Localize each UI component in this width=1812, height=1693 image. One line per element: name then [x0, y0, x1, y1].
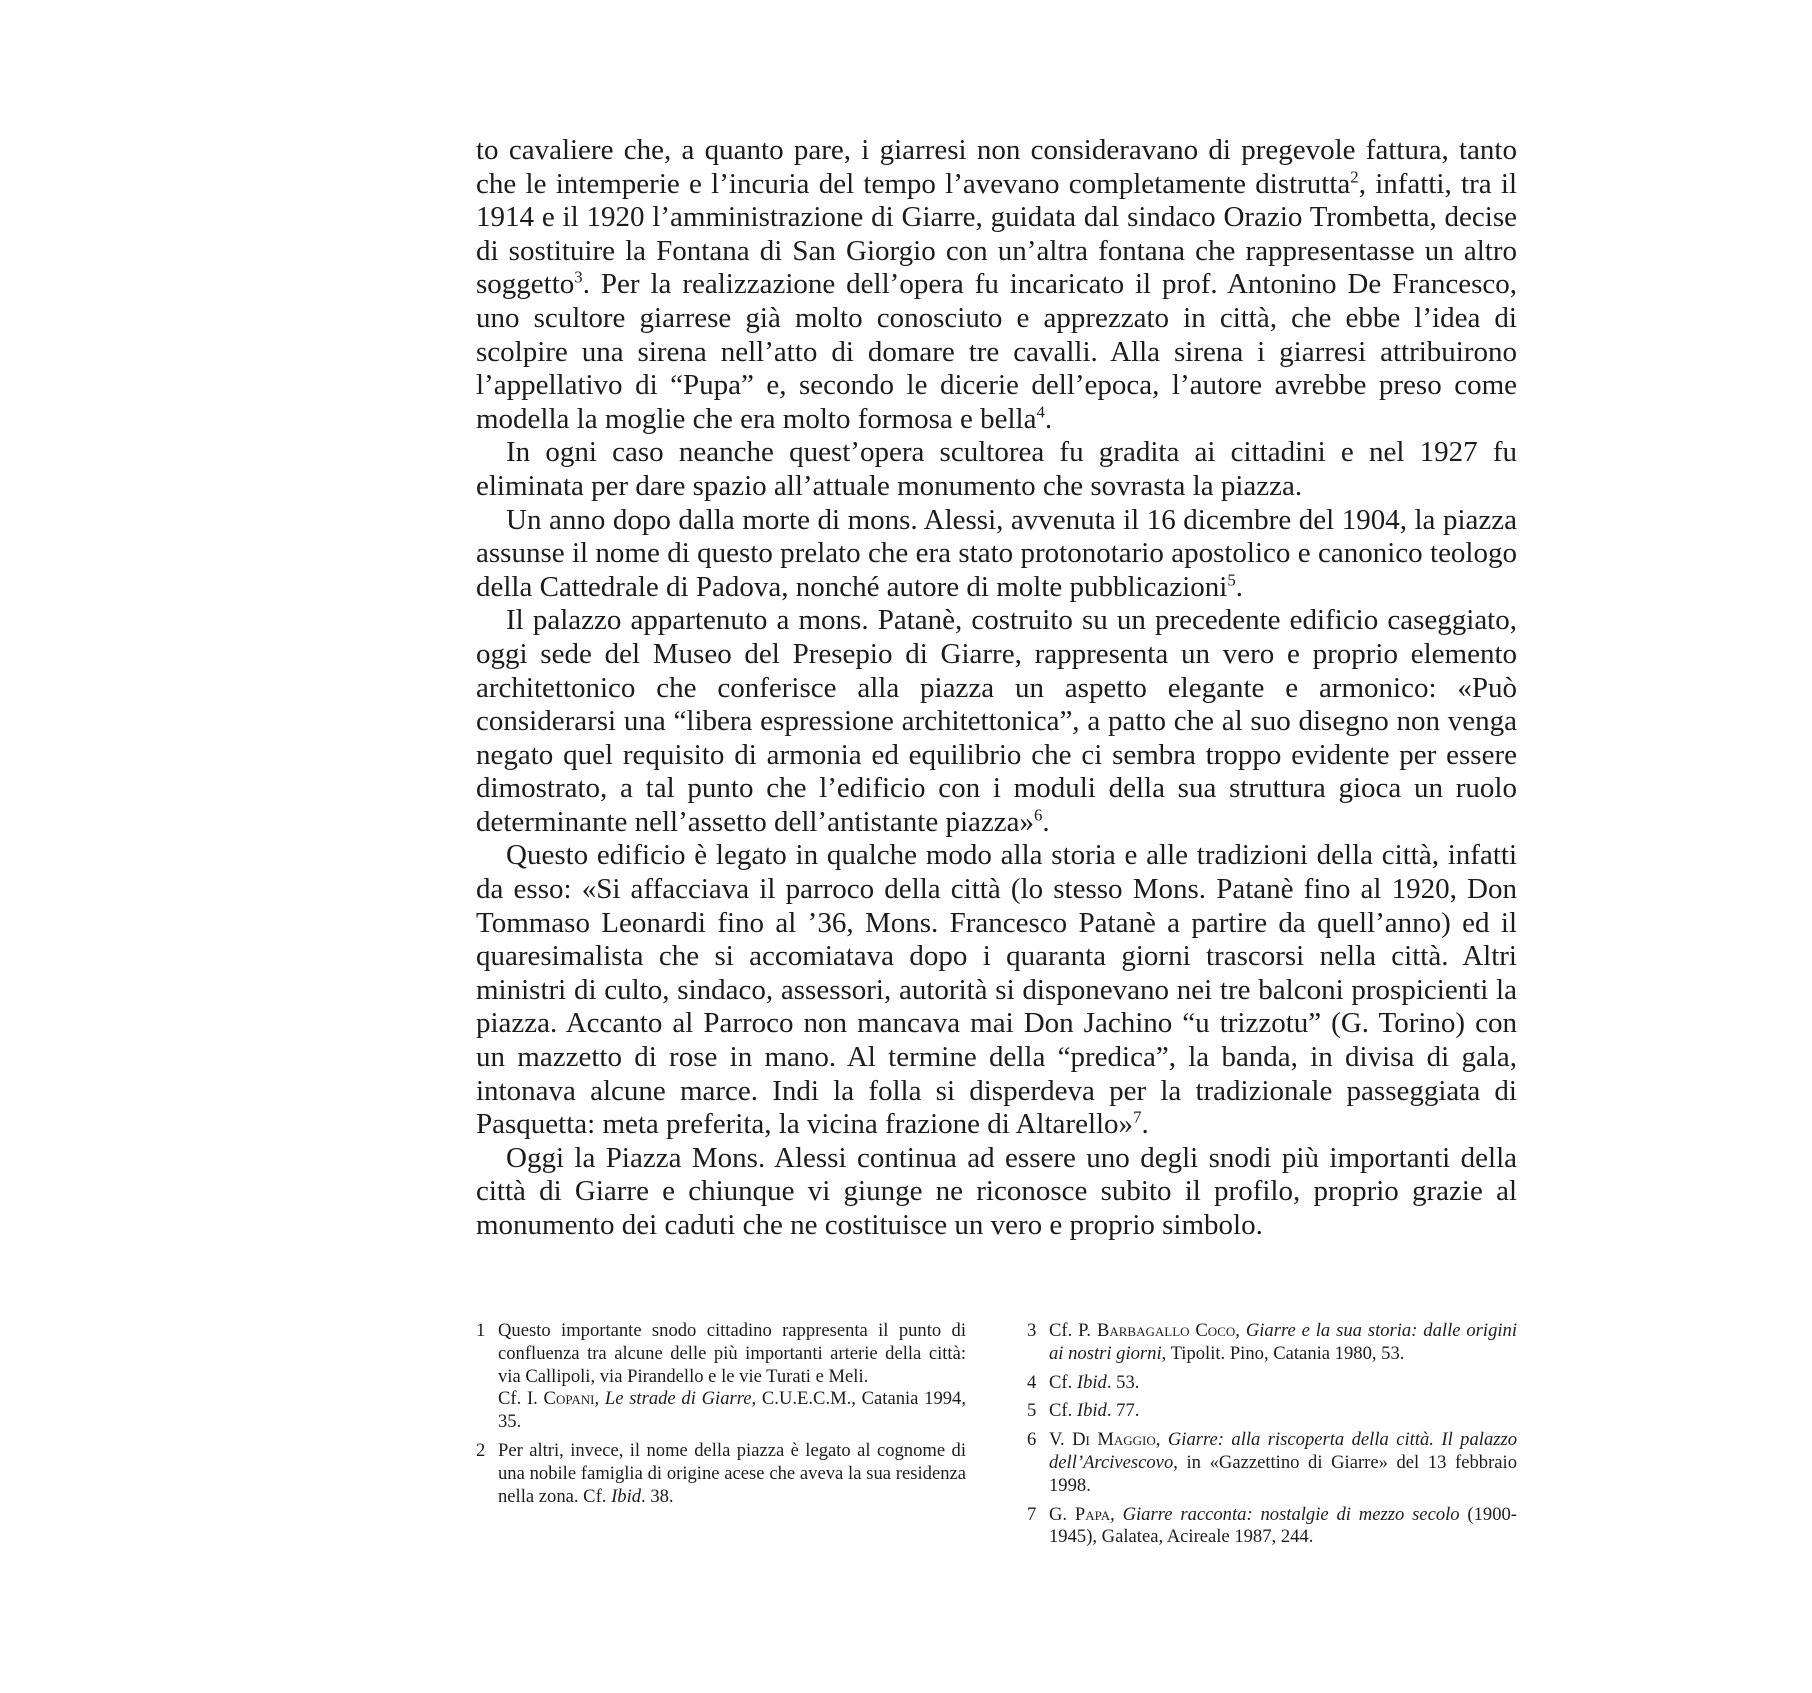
- footnote-text: Cf. Ibid. 77.: [1049, 1400, 1140, 1422]
- book-title: Le strade di Giarre: [604, 1388, 752, 1410]
- book-title: Giarre e la sua storia: dalle origini ai nostri giorni: [1049, 1320, 1518, 1364]
- paragraph-4: Il palazzo appartenuto a mons. Patanè, costruito su un precedente edificio caseggiato, oggi sede del Museo del Presepio di Giarre, rappresenta un vero e proprio elemento architettonico che conferisce alla piazza un aspetto elegante e armonico: «Può considerarsi una “libera espressione architettonica”, a patto che al suo disegno non venga negato quel requisito di armonia ed equilibrio che ci sembra troppo evidente per essere dimostrato, a tal punto che l’edificio con i moduli della sua struttura gioca un ruolo determinante nell’assetto dell’antistante piazza»$^6$.: [476, 604, 1517, 838]
- footnotes-right-column: [1027, 1320, 1517, 1555]
- footnote-text: V. Di Maggio, Giarre: alla riscoperta della città. Il palazzo dell’Arcivescovo, in «Gazzettino di Giarre» del 13 febbraio 1998.: [1049, 1429, 1518, 1496]
- footnote-1: [476, 1320, 966, 1434]
- paragraph-5: Questo edificio è legato in qualche modo alla storia e alle tradizioni della città, infatti da esso: «Si affacciava il parroco della città (lo stesso Mons. Patanè fino al 1920, Don Tommaso Leonardi fino al ’36, Mons. Francesco Patanè a partire da quell’anno) ed il quaresimalista che si accomiatava dopo i quaranta giorni trascorsi nella città. Altri ministri di culto, sindaco, assessori, autorità si disponevano nei tre balconi prospicienti la piazza. Accanto al Parroco non mancava mai Don Jachino “u trizzotu” (G. Torino) con un mazzetto di rose in mano. Al termine della “predica”, la banda, in divisa di gala, intonava alcune marce. Indi la folla si disperdeva per la tradizionale passeggiata di Pasquetta: meta preferita, la vicina frazione di Altarello»$^7$.: [476, 839, 1517, 1141]
- footnote-6: [1027, 1429, 1517, 1497]
- book-title: Giarre racconta: nostalgie di mezzo secolo: [1122, 1503, 1460, 1525]
- footnote-2: [476, 1440, 966, 1508]
- footnote-number: 4: [1027, 1371, 1037, 1393]
- footnote-text: Per altri, invece, il nome della piazza è legato al cognome di una nobile famiglia di origine acese che aveva la sua residenza nella zona. Cf. Ibid. 38.: [498, 1439, 966, 1507]
- paragraph-1: to cavaliere che, a quanto pare, i giarresi non consideravano di pregevole fattura, tanto che le intemperie e l’incuria del tempo l’avevano completamente distrutta$^2$, infatti, tra il 1914 e il 1920 l’amministrazione di Giarre, guidata dal sindaco Orazio Trombetta, decise di sostituire la Fontana di San Giorgio con un’altra fontana che rappresentasse un altro soggetto$^3$. Per la realizzazione dell’opera fu incaricato il prof. Antonino De Francesco, uno scultore giarrese già molto conosciuto e apprezzato in città, che ebbe l’idea di scolpire una sirena nell’atto di domare tre cavalli. Alla sirena i giarresi attribuirono l’appellativo di “Pupa” e, secondo le dicerie dell’epoca, l’autore avrebbe preso come modella la moglie che era molto formosa e bella$^4$.: [476, 134, 1518, 435]
- footnote-text: Cf. Ibid. 53.: [1049, 1371, 1140, 1393]
- footnotes-left-column: [476, 1320, 966, 1514]
- author-name: Copani: [543, 1388, 595, 1410]
- footnote-number: 6: [1027, 1429, 1037, 1451]
- footnote-ref-5[interactable]: 5: [1227, 570, 1236, 590]
- footnote-3: [1027, 1320, 1517, 1366]
- footnote-7: [1027, 1504, 1517, 1550]
- footnote-number: 2: [476, 1439, 486, 1461]
- footnote-number: 5: [1027, 1400, 1037, 1422]
- paragraph-2: In ogni caso neanche quest’opera scultorea fu gradita ai cittadini e nel 1927 fu eliminata per dare spazio all’attuale monumento che sovrasta la piazza.: [476, 436, 1517, 502]
- footnote-ref-6[interactable]: 6: [1034, 805, 1043, 825]
- footnote-text: Questo importante snodo cittadino rappresenta il punto di confluenza tra alcune delle più importanti arterie della città: via Callipoli, via Pirandello e le vie Turati e Meli. Cf. I. Copani, Le strade di Giarre, C.U.E.C.M., Catania 1994, 35.: [498, 1320, 967, 1433]
- author-name: Papa: [1074, 1503, 1111, 1525]
- paragraph-6: Oggi la Piazza Mons. Alessi continua ad essere uno degli snodi più importanti della città di Giarre e chiunque vi giunge ne riconosce subito il profilo, proprio grazie al monumento dei caduti che ne costituisce un vero e proprio simbolo.: [476, 1141, 1517, 1241]
- footnote-ref-7[interactable]: 7: [1133, 1107, 1142, 1127]
- footnote-ref-2[interactable]: 2: [1350, 166, 1359, 186]
- footnote-ref-4[interactable]: 4: [1036, 402, 1045, 422]
- footnote-5: [1027, 1400, 1517, 1423]
- body-text: [476, 134, 1517, 1243]
- paragraph-3: Un anno dopo dalla morte di mons. Alessi, avvenuta il 16 dicembre del 1904, la piazza assunse il nome di questo prelato che era stato protonotario apostolico e canonico teologo della Cattedrale di Padova, nonché autore di molte pubblicazioni$^5$.: [476, 503, 1517, 603]
- footnote-4: [1027, 1372, 1517, 1395]
- footnote-number: 3: [1027, 1320, 1037, 1341]
- footnote-text: Cf. P. Barbagallo Coco, Giarre e la sua storia: dalle origini ai nostri giorni, Tipolit. Pino, Catania 1980, 53.: [1049, 1320, 1518, 1364]
- author-name: Di Maggio: [1072, 1429, 1156, 1451]
- footnote-number: 7: [1027, 1503, 1037, 1525]
- book-title: Giarre: alla riscoperta della città. Il palazzo dell’Arcivescovo: [1049, 1429, 1518, 1473]
- footnote-number: 1: [476, 1320, 486, 1341]
- author-name: Barbagallo Coco: [1096, 1320, 1236, 1341]
- footnote-ref-3[interactable]: 3: [574, 267, 583, 287]
- footnote-text: G. Papa, Giarre racconta: nostalgie di mezzo secolo (1900-1945), Galatea, Acireale 1987, 244.: [1049, 1503, 1517, 1548]
